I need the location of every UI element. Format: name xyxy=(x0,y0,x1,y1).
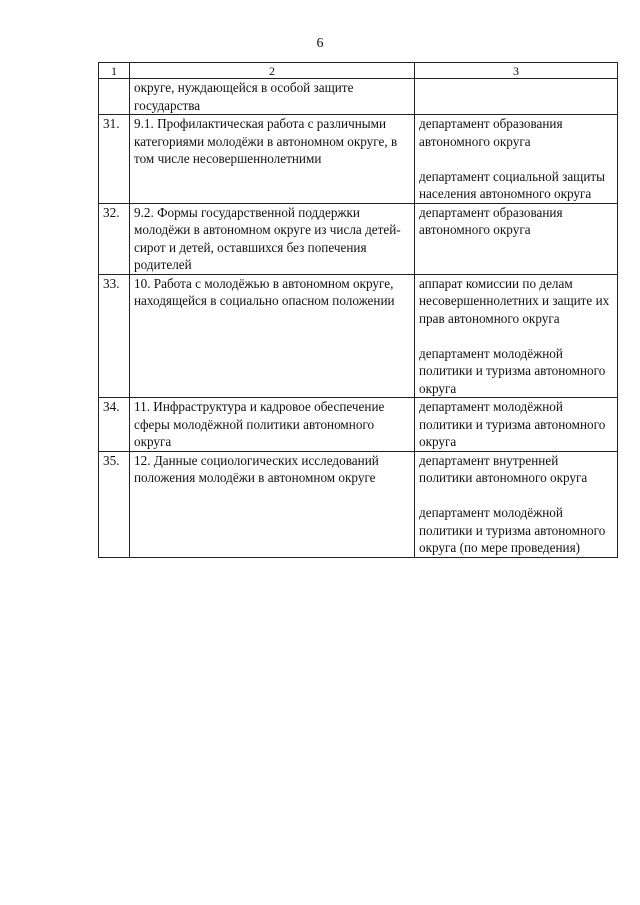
responsible-department: аппарат комиссии по делам несовершеннолетних и защите их прав автономного округа xyxy=(419,275,610,326)
table-header-row xyxy=(99,63,618,79)
row-number xyxy=(99,79,130,115)
header-cell-2: 2 xyxy=(130,63,415,79)
row-responsible xyxy=(415,274,618,398)
responsible-department: департамент молодёжной политики и туризма автономного округа xyxy=(419,345,606,396)
table-row xyxy=(99,79,618,115)
responsible-department: департамент молодёжной политики и туризма автономного округа (по мере проведения) xyxy=(419,505,606,555)
responsible-department: департамент внутренней политики автономного округа xyxy=(419,452,588,485)
row-description: округе, нуждающейся в особой защите государства xyxy=(130,79,415,115)
responsible-department: департамент образования автономного округа xyxy=(419,116,563,149)
row-responsible xyxy=(415,451,618,557)
spacer xyxy=(419,487,613,505)
row-number: 35. xyxy=(99,451,130,557)
row-number: 32. xyxy=(99,203,130,274)
table-row xyxy=(99,398,618,452)
page-number: 6 xyxy=(316,36,324,51)
row-description: 10. Работа с молодёжью в автономном округе, находящейся в социально опасном положении xyxy=(130,274,415,398)
row-number: 33. xyxy=(99,274,130,398)
row-number: 34. xyxy=(99,398,130,452)
responsible-department: департамент образования автономного округа xyxy=(419,204,563,237)
spacer xyxy=(419,327,613,345)
table-row xyxy=(99,451,618,557)
table-row xyxy=(99,203,618,274)
row-number: 31. xyxy=(99,115,130,204)
header-cell-3: 3 xyxy=(415,63,618,79)
row-responsible xyxy=(415,203,618,274)
table-row xyxy=(99,274,618,398)
row-responsible xyxy=(415,79,618,115)
row-description: 11. Инфраструктура и кадровое обеспечение сферы молодёжной политики автономного округа xyxy=(130,398,415,452)
responsible-department: департамент молодёжной политики и туризма автономного округа xyxy=(419,399,606,449)
row-description: 9.1. Профилактическая работа с различными категориями молодёжи в автономном округе, в том числе несовершеннолетними xyxy=(130,115,415,204)
row-responsible xyxy=(415,115,618,204)
table-row xyxy=(99,115,618,204)
header-cell-1: 1 xyxy=(99,63,130,79)
row-responsible xyxy=(415,398,618,452)
row-description: 9.2. Формы государственной поддержки молодёжи в автономном округе из числа детей-сирот и детей, оставшихся без попечения родителей xyxy=(130,203,415,274)
spacer xyxy=(419,150,613,168)
document-table xyxy=(98,62,618,558)
responsible-department: департамент социальной защиты населения автономного округа xyxy=(419,168,606,201)
row-description: 12. Данные социологических исследований положения молодёжи в автономном округе xyxy=(130,451,415,557)
